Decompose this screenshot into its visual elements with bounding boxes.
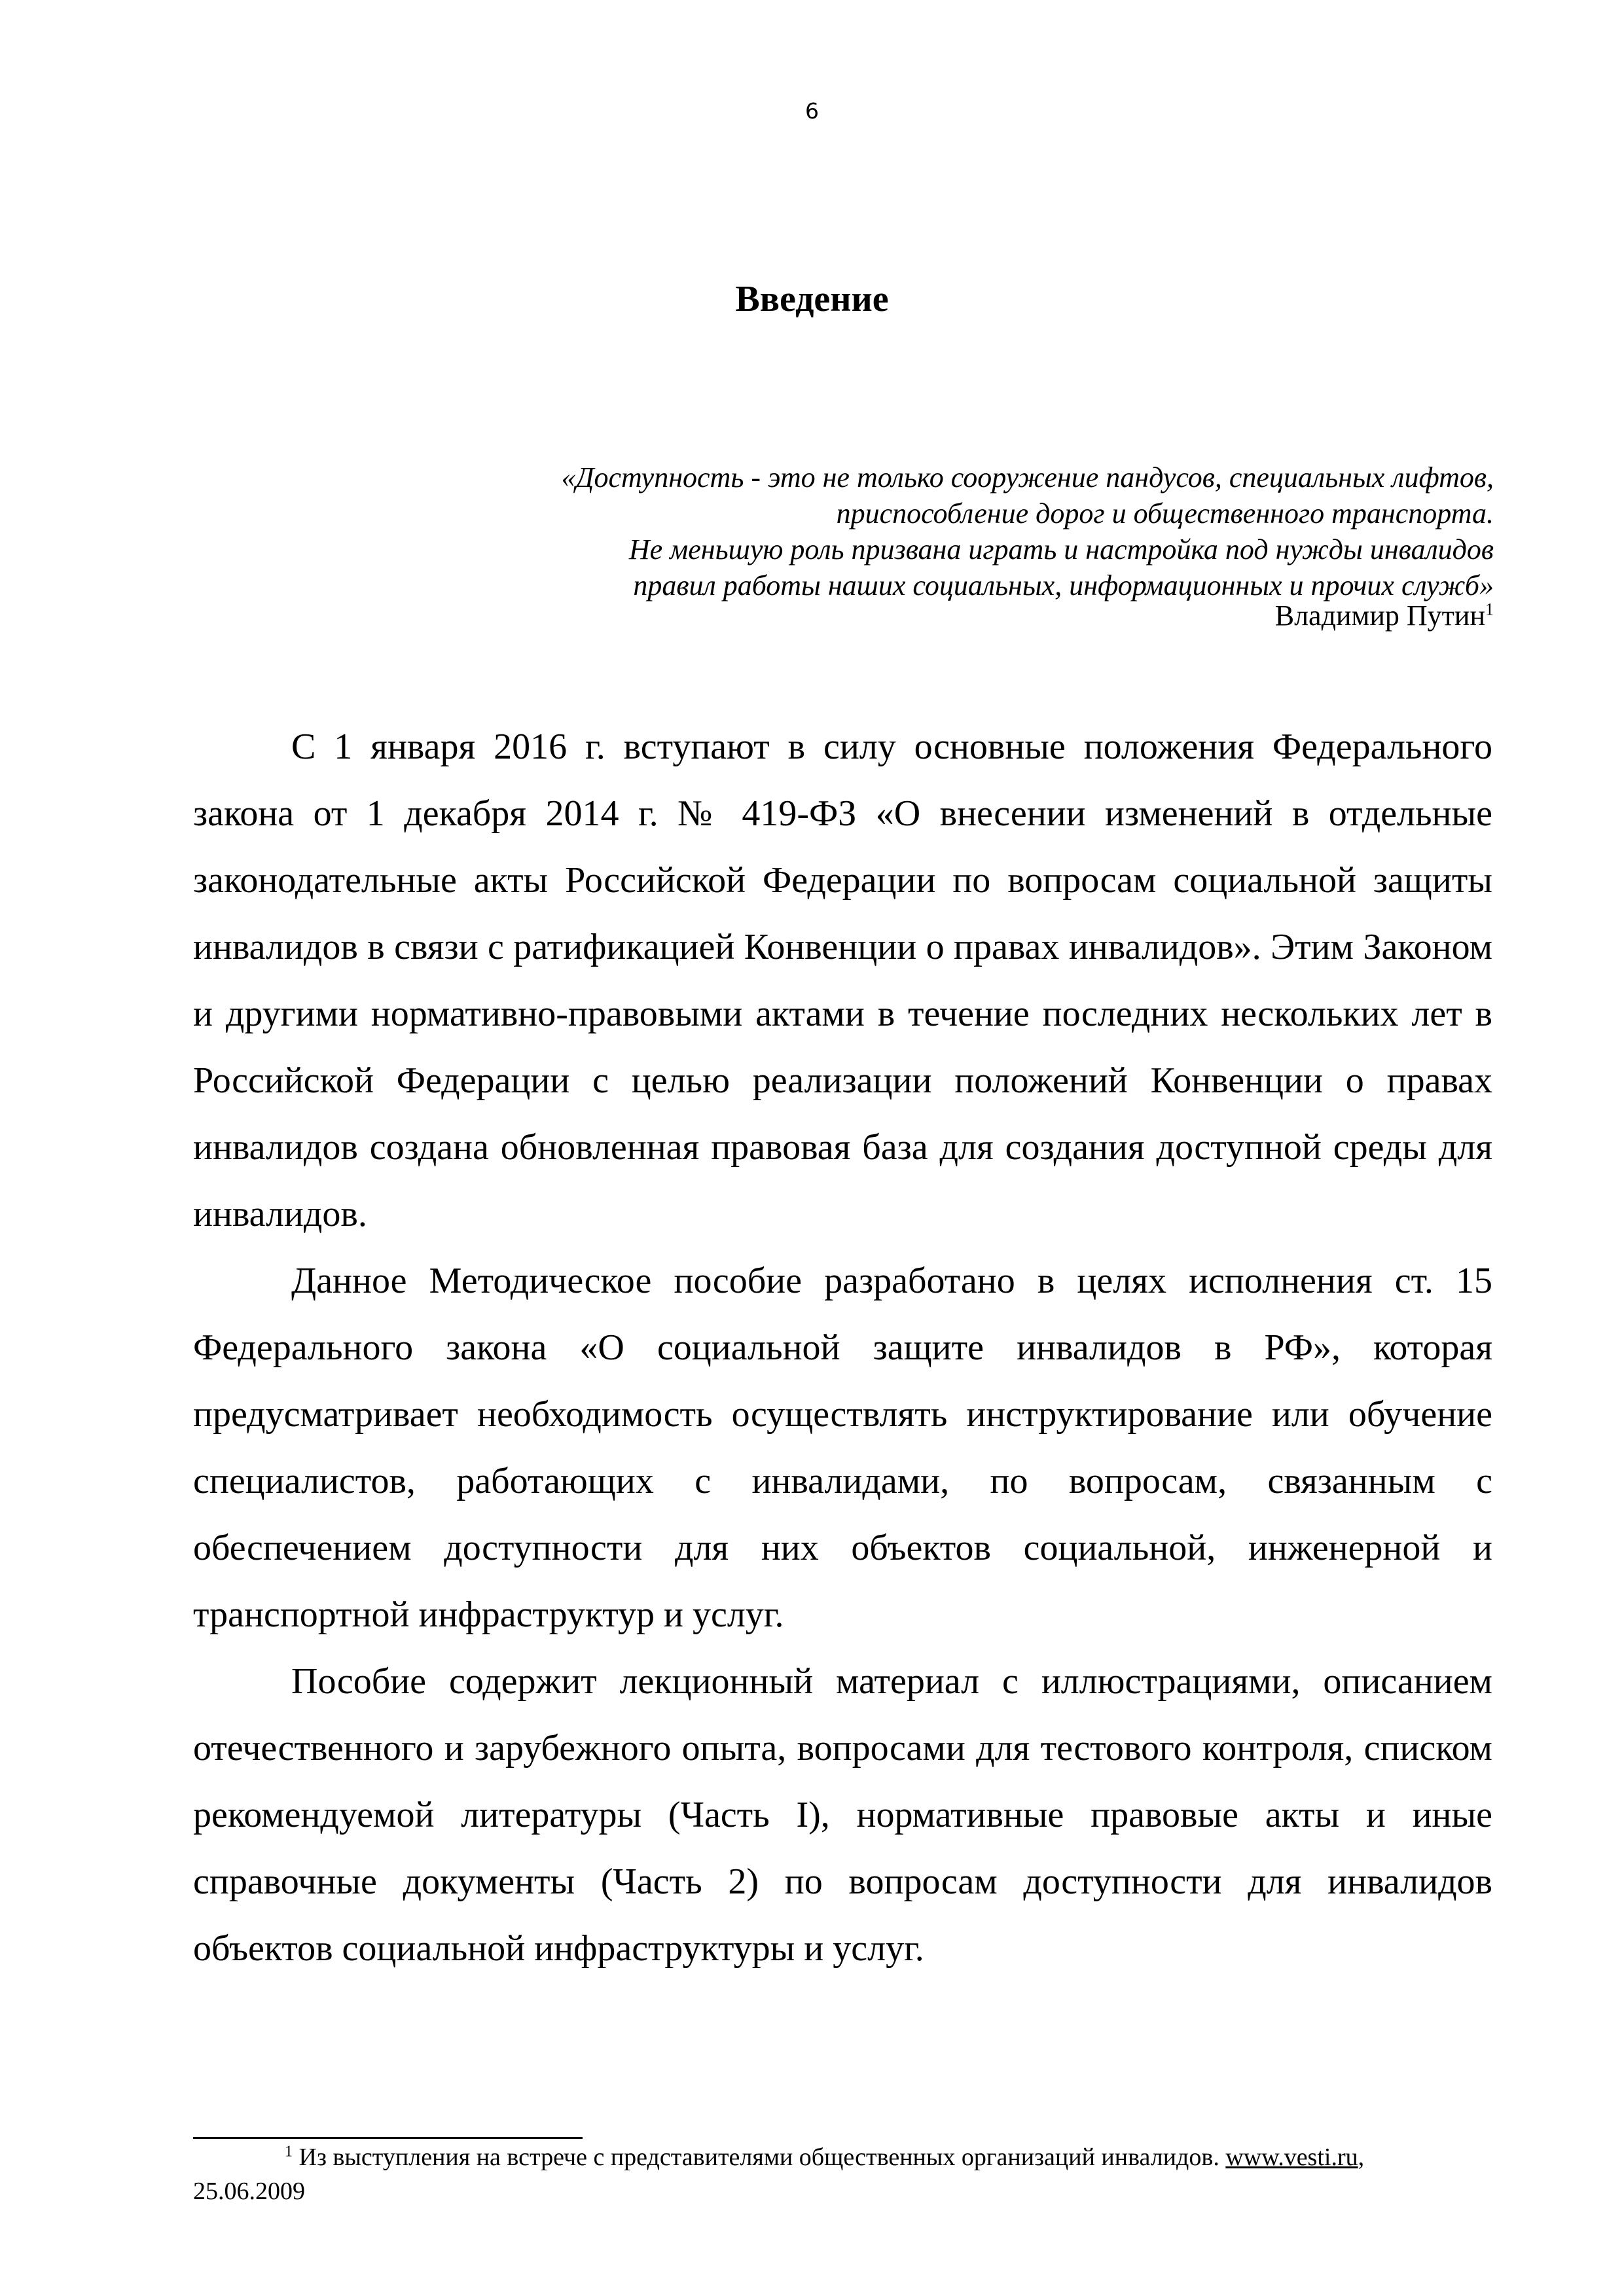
paragraph: С 1 января 2016 г. вступают в силу основные положения Федерального закона от 1 декабря 2014 г. № 419-ФЗ «О внесении изменений в отдельные законодательные акты Российской Федерации по вопросам социальной защиты инвалидов в связи с ратификацией Конвенции о правах инвалидов». Этим Законом и другими нормативно-правовыми актами в течение последних нескольких лет в Российской Федерации с целью реализации положений Конвенции о правах инвалидов создана обновленная правовая база для создания доступной среды для инвалидов. (193, 726, 1492, 1234)
paragraph: Пособие содержит лекционный материал с иллюстрациями, описанием отечественного и зарубежного опыта, вопросами для тестового контроля, списком рекомендуемой литературы (Часть I), нормативные правовые акты и иные справочные документы (Часть 2) по вопросам доступности для инвалидов объектов социальной инфраструктуры и услуг. (193, 1661, 1492, 1969)
body-text (193, 713, 1492, 1982)
footnote-ref[interactable]: 1 (1485, 600, 1494, 619)
epigraph-line: Не меньшую роль призвана играть и настройка под нужды инвалидов (628, 533, 1494, 565)
footnote-date: 25.06.2009 (193, 2178, 305, 2205)
epigraph-author-name: Владимир Путин (1274, 600, 1485, 632)
footnote-text: Из выступления на встрече с представителями общественных организаций инвалидов. (298, 2144, 1219, 2171)
footnote-number: 1 (285, 2143, 293, 2161)
epigraph-line: приспособление дорог и общественного транспорта. (836, 497, 1494, 529)
paragraph: Данное Методическое пособие разработано в целях исполнения ст. 15 Федерального закона «О социальной защите инвалидов в РФ», которая предусматривает необходимость осуществлять инструктирование или обучение специалистов, работающих с инвалидами, по вопросам, связанным с обеспечением доступности для них объектов социальной, инженерной и транспортной инфраструктур и услуг. (193, 1261, 1492, 1635)
footnote-first-line (193, 2140, 1492, 2174)
page-number: 6 (805, 98, 819, 124)
footnote-link[interactable]: www.vesti.ru (1225, 2144, 1358, 2171)
epigraph-quote (497, 459, 1494, 603)
section-title: Введение (735, 279, 889, 319)
footnote-comma: , (1358, 2144, 1365, 2171)
epigraph-line: «Доступность - это не только сооружение пандусов, специальных лифтов, (561, 461, 1494, 493)
epigraph-author (916, 599, 1494, 632)
epigraph-line: правил работы наших социальных, информационных и прочих служб» (633, 569, 1494, 601)
footnote-separator (193, 2137, 583, 2139)
footnote (193, 2140, 1492, 2208)
